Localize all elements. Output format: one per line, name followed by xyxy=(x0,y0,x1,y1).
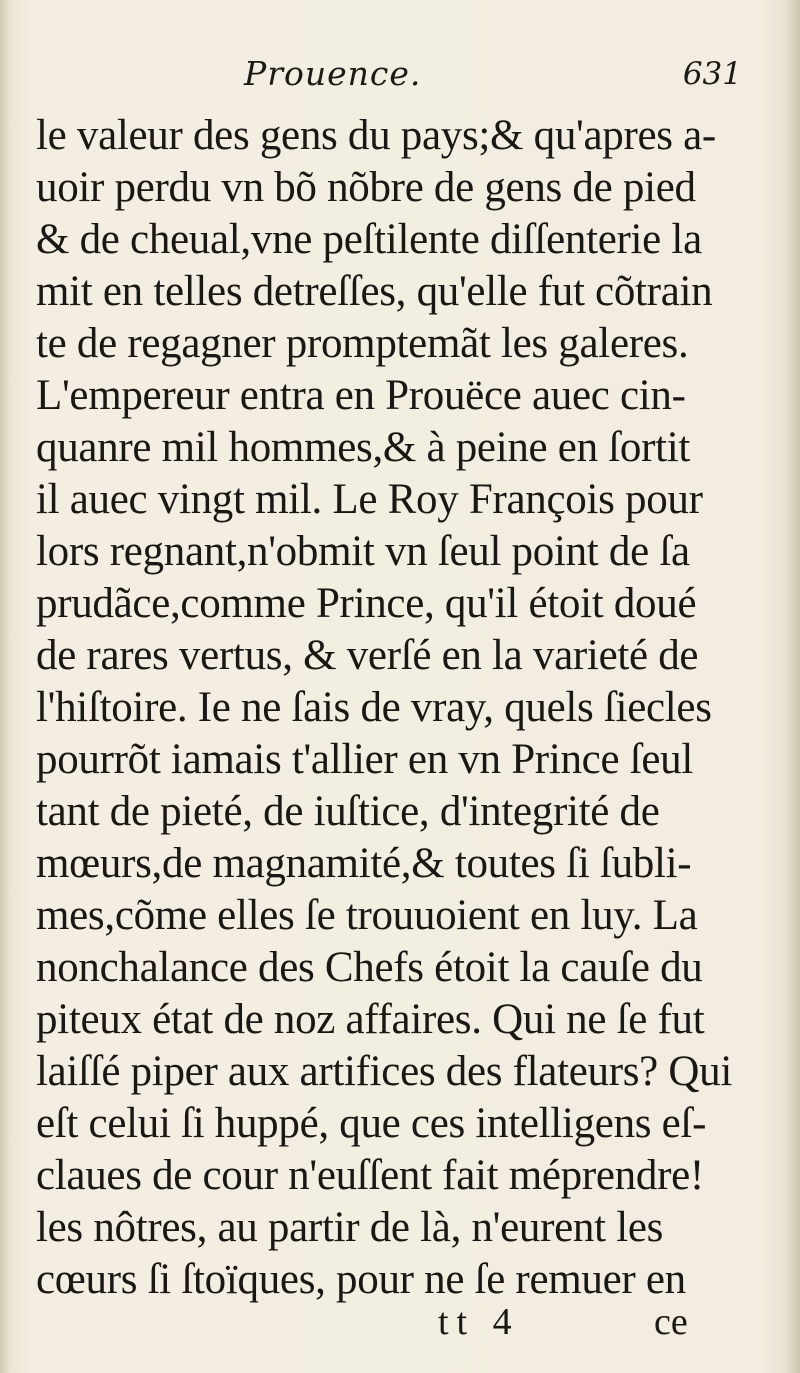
body-text xyxy=(36,110,776,1306)
text-line: piteux état de noz affaires. Qui ne ſe fut xyxy=(36,996,705,1043)
gutter-shadow xyxy=(0,0,10,1373)
text-line: nonchalance des Chefs étoit la cauſe du xyxy=(36,944,703,991)
text-line: l'hiſtoire. Ie ne ſais de vray, quels ſiecles xyxy=(36,684,712,731)
text-line: prudãce,comme Prince, qu'il étoit doué xyxy=(36,580,697,627)
page-number: 631 xyxy=(682,56,742,92)
text-line: claues de cour n'euſſent fait méprendre! xyxy=(36,1152,704,1199)
text-line: pourrõt iamais t'allier en vn Prince ſeul xyxy=(36,736,693,783)
text-line: lors regnant,n'obmit vn ſeul point de ſa xyxy=(36,528,690,575)
text-line: mit en telles detreſſes, qu'elle fut cõtrain xyxy=(36,268,713,315)
text-line: L'empereur entra en Prouëce auec cin- xyxy=(36,372,686,419)
text-line: quanre mil hommes,& à peine en ſortit xyxy=(36,424,691,471)
page-header xyxy=(0,52,800,112)
page-footer xyxy=(0,1300,800,1350)
text-line: le valeur des gens du pays;& qu'apres a- xyxy=(36,112,716,159)
text-line: mes,cõme elles ſe trouuoient en luy. La xyxy=(36,892,698,939)
catchword: ce xyxy=(654,1301,688,1343)
text-line: de rares vertus, & verſé en la varieté de xyxy=(36,632,699,679)
text-line: & de cheual,vne peſtilente diſſenterie la xyxy=(36,216,702,263)
signature-mark: tt 4 xyxy=(438,1301,520,1343)
text-line: les nôtres, au partir de là, n'eurent les xyxy=(36,1204,664,1251)
page-edge-shadow xyxy=(786,0,800,1373)
text-line: te de regagner promptemãt les galeres. xyxy=(36,320,689,367)
text-line: laiſſé piper aux artifices des flateurs? Qui xyxy=(36,1048,733,1095)
text-line: mœurs,de magnamité,& toutes ſi ſubli- xyxy=(36,840,692,887)
text-line: tant de pieté, de iuſtice, d'integrité de xyxy=(36,788,660,835)
running-title: Prouence. xyxy=(244,54,422,93)
text-line: cœurs ſi ſtoïques, pour ne ſe remuer en xyxy=(36,1256,686,1303)
text-line: eſt celui ſi huppé, que ces intelligens eſ- xyxy=(36,1100,707,1147)
text-line: il auec vingt mil. Le Roy François pour xyxy=(36,476,703,523)
text-line: uoir perdu vn bõ nõbre de gens de pied xyxy=(36,164,696,211)
